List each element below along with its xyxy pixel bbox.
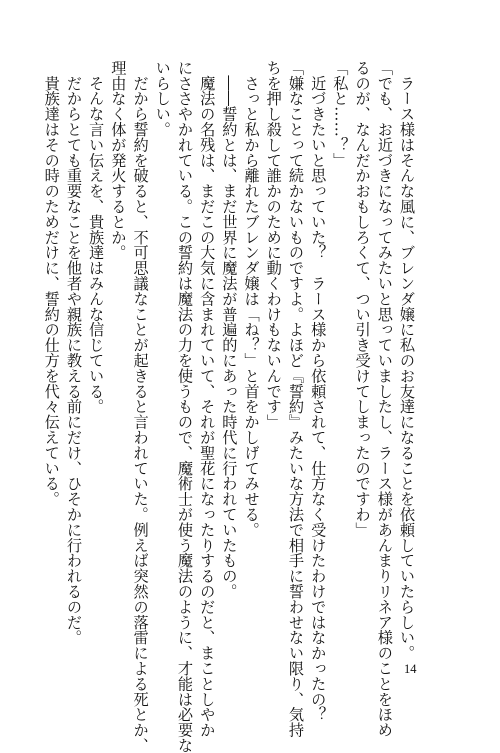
text-line: 魔法の名残は、まだこの大気に含まれていて、それが聖花になったりするのだと、まことしやか bbox=[198, 60, 217, 738]
text-line: いらしい。 bbox=[153, 60, 172, 137]
text-line: ラース様はそんな風に、ブレンダ嬢に私のお友達になることを依頼していたらしい。 bbox=[398, 60, 416, 661]
text-line: 理由なく体が発火するとか。 bbox=[109, 60, 128, 261]
text-line: だから誓約を破ると、不可思議なことが起きると言われていた。例えば突然の落雷による死とか、 bbox=[131, 60, 150, 753]
text-line: さっと私から離れたブレンダ嬢は「ね？」と首をかしげてみせる。 bbox=[242, 60, 261, 538]
text-line: そんな言い伝えを、貴族達はみんな信じている。 bbox=[87, 60, 106, 415]
text-line: 「私と……？」 bbox=[331, 60, 350, 168]
text-line: ――誓約とは、まだ世界に魔法が普遍的にあった時代に行われていたもの。 bbox=[220, 60, 239, 599]
text-line: 近づきたいと思っていた？ ラース様から依頼されて、仕方なく受けたわけではなかったの？ bbox=[309, 60, 328, 723]
text-line: だからとても重要なことを他者や親族に教える前にだけ、ひそかに行われるのだ。 bbox=[64, 60, 83, 646]
text-line: るのが、なんだかおもしろくて、つい引き受けてしまったのですわ」 bbox=[353, 60, 372, 538]
text-line: ちを押し殺して誰かのために動くわけもないんです」 bbox=[264, 60, 283, 430]
text-line: 「でも、お近づきになってみたいと思っていましたし、ラース様があんまりリネア様のことをほめ bbox=[375, 60, 394, 738]
text-line: にささやかれている。この誓約は魔法の力を使うもので、魔術士が使う魔法のように、才能は必要な bbox=[175, 60, 194, 753]
page-number: 14 bbox=[404, 662, 417, 676]
text-line: 貴族達はその時のためだけに、誓約の仕方を代々伝えている。 bbox=[42, 60, 61, 507]
text-line: 「嫌なことって続かないものですよ。よほど『誓約』みたいな方法で相手に誓わせない限り、気持 bbox=[286, 60, 305, 738]
